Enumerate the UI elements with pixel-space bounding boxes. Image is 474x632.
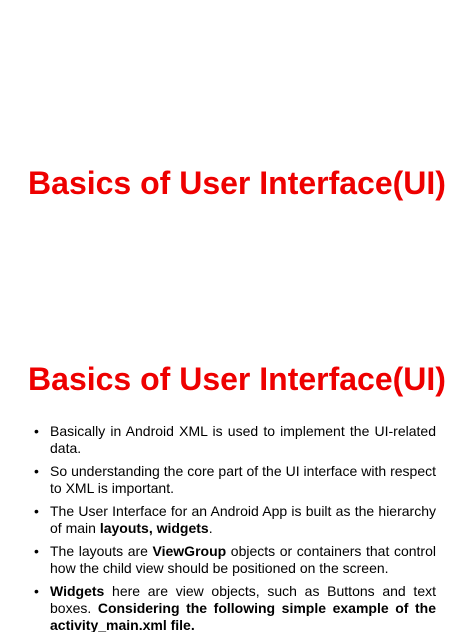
bullet-item	[34, 423, 436, 457]
bullet-icon: •	[34, 463, 39, 479]
bullet-icon: •	[34, 543, 39, 559]
bullet-icon: •	[34, 503, 39, 519]
bullet-bold-text: layouts, widgets	[99, 520, 209, 536]
bullet-text: here are view objects, such as Buttons and text boxes.	[50, 583, 436, 616]
bullet-item	[34, 543, 436, 577]
bullet-text: Basically in Android XML is used to implement the UI-related data.	[50, 423, 436, 456]
slide-title-1: Basics of User Interface(UI)	[28, 165, 446, 201]
bullet-text: The User Interface for an Android App is built as the hierarchy of main	[50, 503, 436, 536]
bullet-text: .	[208, 520, 213, 536]
bullet-bold-text: Widgets	[50, 583, 105, 599]
bullet-item	[34, 463, 436, 497]
bullet-icon: •	[34, 583, 39, 599]
bullet-list	[34, 423, 436, 632]
bullet-bold-text: Considering the following simple example of the activity_main.xml file.	[50, 600, 436, 632]
bullet-icon: •	[34, 423, 39, 439]
bullet-text: So understanding the core part of the UI interface with respect to XML is important.	[50, 463, 436, 496]
bullet-text: objects or containers that control how the child view should be positioned on the screen.	[50, 543, 436, 576]
bullet-item	[34, 583, 436, 632]
bullet-item	[34, 503, 436, 537]
bullet-bold-text: ViewGroup	[152, 543, 227, 559]
slide-title-2: Basics of User Interface(UI)	[28, 361, 446, 397]
bullet-text: The layouts are	[50, 543, 153, 559]
